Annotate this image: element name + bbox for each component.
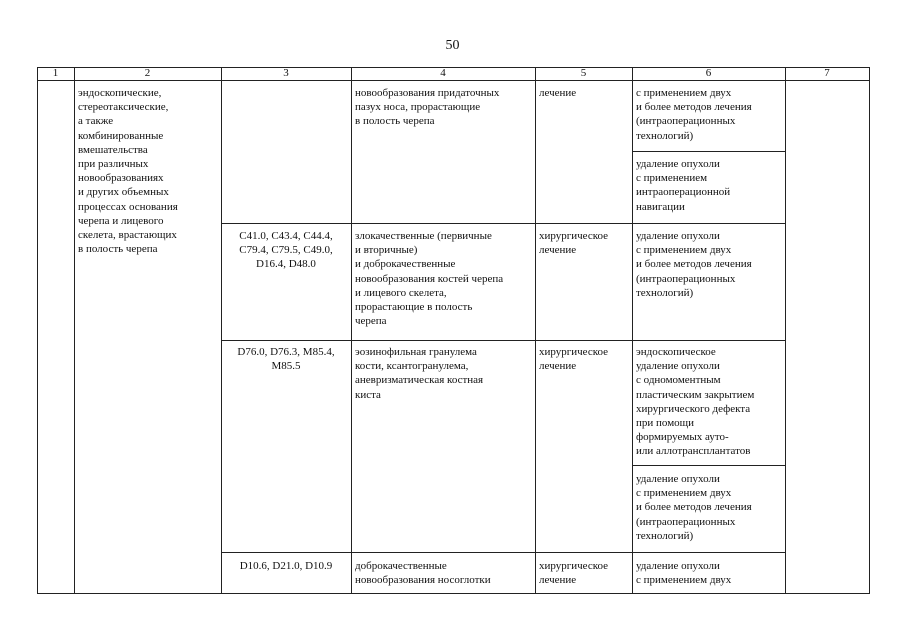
header-col-7: 7	[824, 67, 830, 79]
header-col-2: 2	[144, 67, 151, 79]
header-col-3: 3	[283, 67, 289, 79]
icd-codes-cell: D10.6, D21.0, D10.9	[239, 560, 333, 572]
method-cell: с применением двух и более методов лечения (интраоперационных технологий)	[636, 87, 752, 142]
disease-cell: злокачественные (первичные и вторичные) и доброкачественные новообразования костей черепа и лицевого скелета, прорастающие в полость черепа	[355, 230, 504, 328]
disease-cell: новообразования придаточных пазух носа, прорастающие в полость черепа	[355, 87, 500, 128]
header-col-5: 5	[580, 67, 587, 79]
treatment-cell: лечение	[539, 87, 577, 99]
page-number: 50	[445, 38, 460, 53]
header-col-4: 4	[440, 67, 446, 79]
treatment-cell: хирургическое лечение	[539, 230, 609, 257]
procedure-description: эндоскопические, стереотаксические, а также комбинированные вмешательства при различных новообразованиях и других объемных процессах основания черепа и лицевого скелета, врастающих в полость черепа	[78, 87, 178, 256]
header-col-1: 1	[52, 67, 59, 79]
method-cell: удаление опухоли с применением двух	[636, 560, 732, 587]
method-cell: удаление опухоли с применением двух и более методов лечения (интраоперационных технологий)	[636, 230, 752, 299]
method-cell: эндоскопическое удаление опухоли с одномоментным пластическим закрытием хирургического дефекта при помощи формируемых ауто- или аллотрансплантатов	[636, 346, 755, 458]
method-cell: удаление опухоли с применением двух и более методов лечения (интраоперационных технологий)	[636, 473, 752, 542]
treatment-cell: хирургическое лечение	[539, 560, 609, 587]
treatment-cell: хирургическое лечение	[539, 346, 609, 373]
icd-codes-cell: D76.0, D76.3, M85.4, M85.5	[237, 346, 335, 373]
icd-codes-cell: C41.0, C43.4, C44.4, C79.4, C79.5, C49.0, D16.4, D48.0	[239, 230, 333, 271]
header-col-6: 6	[705, 67, 712, 79]
disease-cell: эозинофильная гранулема кости, ксантогранулема, аневризматическая костная киста	[355, 346, 484, 401]
method-cell: удаление опухоли с применением интраоперационной навигации	[636, 158, 731, 213]
disease-cell: доброкачественные новообразования носоглотки	[355, 560, 491, 587]
